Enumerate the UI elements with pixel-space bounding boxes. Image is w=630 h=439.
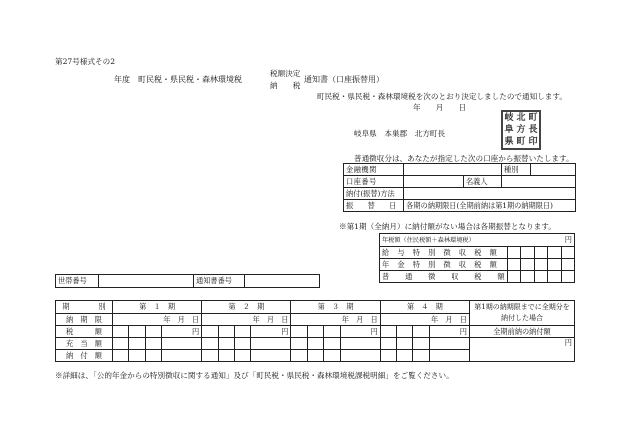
- pension-tax-label: 年 金 特 別 徴 収 税 額: [380, 259, 508, 271]
- household-value: [99, 275, 194, 288]
- period-3: 第 ３ 期: [291, 301, 380, 314]
- form-number: 第27号様式その2: [55, 57, 116, 66]
- payment-amount-label: 納 付 額: [56, 350, 113, 362]
- yen-mark: 円: [564, 234, 572, 244]
- lump-yen: 円: [564, 338, 572, 347]
- transfer-date-label: 振 替 日: [344, 200, 404, 212]
- footer-note: ※詳細は、「公的年金からの特別徴収に関する通知」及び「町民税・県民税・森林環境税課税明細」をご覧ください。: [55, 371, 454, 380]
- yen-4: 円: [429, 326, 469, 338]
- bank-label: 金融機関: [344, 164, 404, 176]
- lump-sum-value: [470, 338, 575, 362]
- period-2: 第 ２ 期: [202, 301, 291, 314]
- yen-2: 円: [251, 326, 291, 338]
- lump-sum-note: 第1期の納期限までに全期分を納付した場合: [470, 301, 575, 326]
- official-seal: 岐 北 町 阜 方 長 県 町 印: [501, 110, 541, 150]
- yen-3: 円: [340, 326, 380, 338]
- regular-tax-label: 普 通 徴 収 税 額: [380, 271, 508, 283]
- annual-tax-label: 年税額（住民税額＋森林環境税）: [382, 236, 475, 244]
- issuer-name: 岐阜県 本巣郡 北方町長: [354, 129, 446, 138]
- title-suffix: 通知書（口座振替用）: [304, 75, 384, 84]
- due-date-4: 年 月 日: [380, 314, 469, 326]
- holder-label: 名義人: [463, 176, 501, 188]
- annual-tax-row: [380, 234, 575, 247]
- tax-amount-table: [379, 233, 575, 283]
- due-date-2: 年 月 日: [202, 314, 291, 326]
- yen-1: 円: [162, 326, 202, 338]
- title-stack-top: 税額決定: [270, 69, 301, 78]
- kind-label: 種別: [502, 164, 531, 176]
- notice-number-label: 通知書番号: [194, 275, 245, 288]
- holder-value: [502, 176, 576, 188]
- note-first-period: ※第1期（全納月）に納付額がない場合は各期振替となります。: [339, 222, 556, 231]
- household-label: 世帯番号: [56, 275, 99, 288]
- transfer-date-value: 各期の納期限日(全期前納は第1期の納期限日): [404, 200, 576, 212]
- notice-number-value: [245, 275, 320, 288]
- issue-date: 年 月 日: [413, 103, 467, 112]
- period-1: 第 １ 期: [113, 301, 202, 314]
- method-value: [404, 188, 576, 200]
- period-4: 第 ４ 期: [380, 301, 469, 314]
- kind-value: [531, 164, 576, 176]
- notice-text: 町民税・県民税・森林環境税を次のとおり決定しましたので通知します。: [317, 92, 567, 101]
- account-label: 口座番号: [344, 176, 404, 188]
- bank-table: [343, 163, 576, 212]
- title-prefix: 年度 町民税・県民税・森林環境税: [114, 75, 242, 84]
- applied-amount-label: 充 当 額: [56, 338, 113, 350]
- period-label: 期 別: [56, 301, 113, 314]
- tax-amount-label: 税 額: [56, 326, 113, 338]
- account-value: [404, 176, 464, 188]
- due-date-label: 納 期 限: [56, 314, 113, 326]
- method-label: 納付(振替)方法: [344, 188, 404, 200]
- title-stack-bottom: 納 税: [270, 81, 301, 90]
- due-date-1: 年 月 日: [113, 314, 202, 326]
- transfer-notice: 普通徴収分は、あなたが指定した次の口座から振替いたします。: [354, 154, 574, 163]
- household-table: [55, 274, 320, 288]
- bank-value: [404, 164, 502, 176]
- schedule-table: [55, 300, 575, 362]
- lump-sum-label: 全期前納の納付額: [470, 326, 575, 338]
- salary-tax-label: 給 与 特 別 徴 収 税 額: [380, 247, 508, 259]
- due-date-3: 年 月 日: [291, 314, 380, 326]
